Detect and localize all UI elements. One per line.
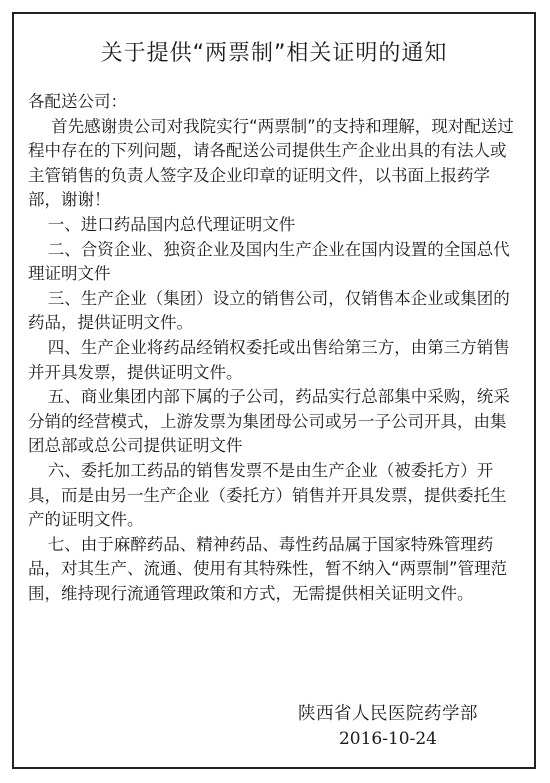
issue-date: 2016-10-24: [338, 729, 437, 749]
notice-body: [28, 90, 520, 606]
intro-paragraph: 首先感谢贵公司对我院实行“两票制”的支持和理解，现对配送过程中存在的下列问题，请各配送公司提供生产企业出具的有法人或主管销售的负责人签字及企业印章的证明文件，以书面上报药学部，谢谢！: [28, 116, 514, 210]
notice-title: 关于提供“两票制”相关证明的通知: [100, 41, 448, 66]
salutation: 各配送公司：: [28, 92, 127, 111]
signature-block: [298, 700, 478, 749]
list-item: 四、生产企业将药品经销权委托或出售给第三方，由第三方销售并开具发票，提供证明文件。: [28, 337, 510, 382]
notice-document: [12, 12, 536, 769]
list-item: 六、委托加工药品的销售发票不是由生产企业（被委托方）开具，而是由另一生产企业（委托方）销售并开具发票，提供委托生产的证明文件。: [28, 460, 507, 530]
list-item: 三、生产企业（集团）设立的销售公司，仅销售本企业或集团的药品，提供证明文件。: [28, 288, 510, 333]
issuing-department: 陕西省人民医院药学部: [298, 704, 478, 724]
list-item: 二、合资企业、独资企业及国内生产企业在国内设置的全国总代理证明文件: [28, 239, 510, 284]
list-item: 七、由于麻醉药品、精神药品、毒性药品属于国家特殊管理药品，对其生产、流通、使用有其特殊性，暂不纳入“两票制”管理范围，维持现行流通管理政策和方式，无需提供相关证明文件。: [28, 534, 508, 603]
list-item: 五、商业集团内部下属的子公司，药品实行总部集中采购，统采分销的经营模式，上游发票为集团母公司或另一子公司开具，由集团总部或总公司提供证明文件: [28, 387, 510, 456]
list-item: 一、进口药品国内总代理证明文件: [47, 214, 296, 234]
